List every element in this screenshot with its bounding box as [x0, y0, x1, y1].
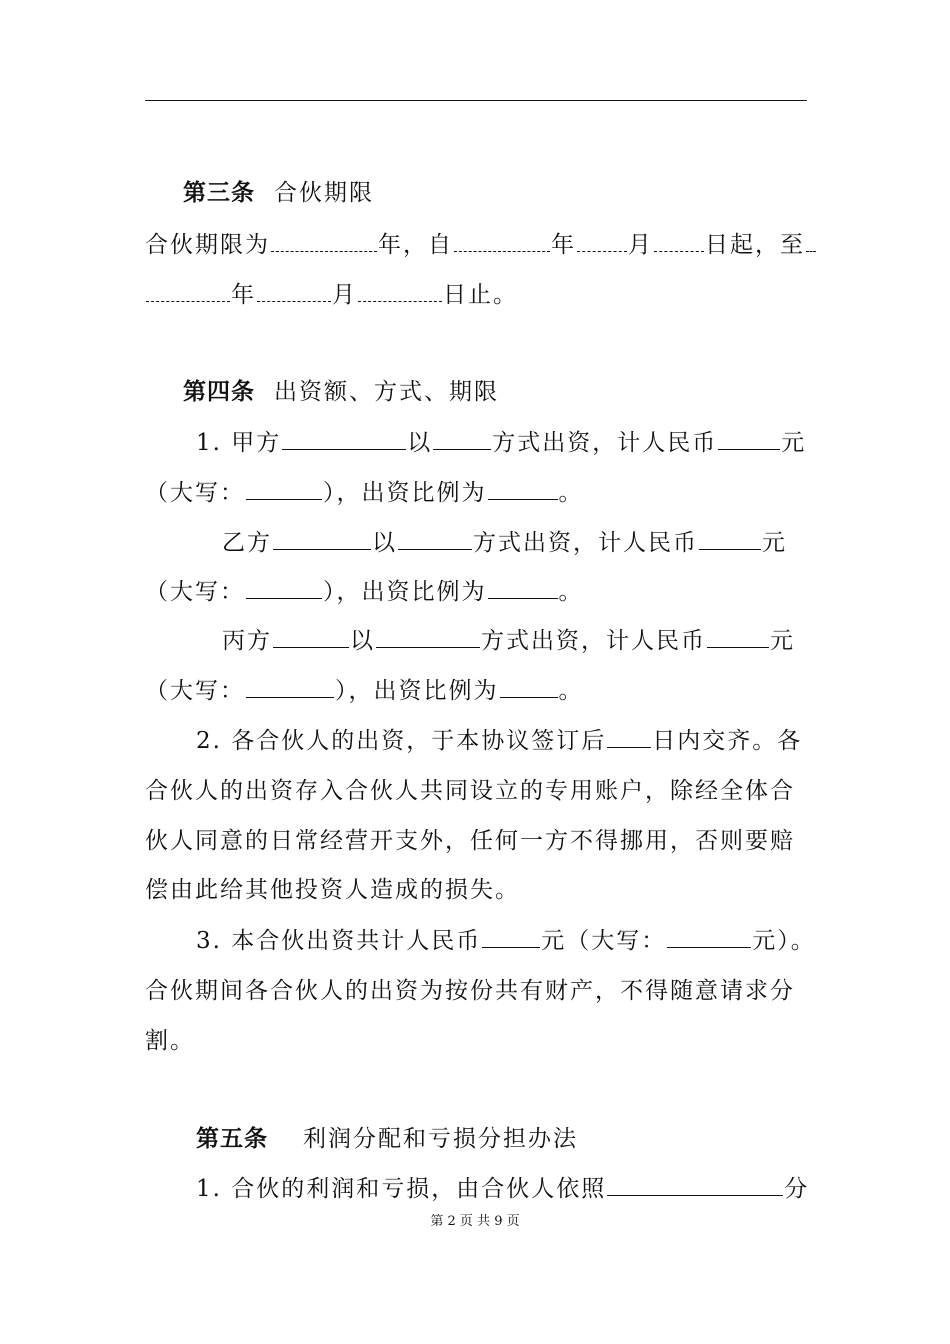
party-c-line-1	[222, 626, 795, 656]
text-segment: 年，自	[378, 232, 453, 258]
blank	[718, 429, 780, 450]
text-segment: （大写：	[145, 579, 245, 605]
text-segment: 分	[784, 1176, 810, 1202]
article-3-heading	[183, 178, 374, 208]
article-5-number: 第五条	[196, 1125, 268, 1152]
text-segment: 方式出资，计人民币	[481, 628, 706, 654]
blank	[257, 281, 331, 302]
blank	[246, 479, 322, 500]
item-2-line-2: 合伙人的出资存入合伙人共同设立的专用账户，除经全体合	[145, 778, 795, 804]
blank	[488, 578, 558, 599]
header-rule	[145, 100, 807, 101]
text-segment: 2. 各合伙人的出资，于本协议签订后	[196, 728, 607, 754]
text-segment: 合伙期限为	[145, 232, 270, 258]
blank	[667, 927, 751, 948]
blank	[433, 429, 491, 450]
item-3-line-1	[196, 926, 816, 956]
item-2-line-3: 伙人同意的日常经营开支外，任何一方不得挪用，否则要赔	[145, 828, 795, 854]
article-3-title: 合伙期限	[274, 180, 375, 206]
article-3-line-1	[145, 230, 817, 260]
article-4-number: 第四条	[183, 378, 255, 405]
article-4-heading	[183, 377, 499, 407]
text-segment: 元（大写：	[541, 928, 667, 954]
blank	[707, 627, 769, 648]
item-2-line-4: 偿由此给其他投资人造成的损失。	[145, 877, 520, 903]
text-segment: 日起，至	[705, 232, 805, 258]
text-segment: 。	[558, 480, 584, 506]
blank	[577, 231, 627, 252]
text-segment: 丙方	[222, 628, 272, 654]
text-segment: 日止。	[443, 282, 518, 308]
blank	[454, 231, 550, 252]
party-b-line-2	[145, 577, 584, 607]
blank	[358, 281, 442, 302]
article-5-title: 利润分配和亏损分担办法	[303, 1126, 579, 1152]
blank	[273, 627, 349, 648]
item-3-line-3: 割。	[145, 1028, 195, 1054]
party-a-line-1	[196, 428, 806, 458]
text-segment: 以	[407, 430, 433, 456]
text-segment: 元）。	[752, 928, 816, 954]
text-segment: 1. 甲方	[196, 430, 282, 456]
blank	[482, 927, 540, 948]
blank	[654, 231, 704, 252]
text-segment: 方式出资，计人民币	[492, 430, 718, 456]
blank	[282, 429, 406, 450]
blank	[271, 231, 377, 252]
blank	[607, 727, 651, 748]
blank	[699, 529, 761, 550]
text-segment: 月	[332, 282, 357, 308]
party-a-line-2	[145, 478, 584, 508]
text-segment: 元	[770, 628, 795, 654]
blank	[273, 529, 371, 550]
text-segment: 。	[558, 678, 584, 704]
article-5-heading	[196, 1124, 578, 1154]
text-segment: ），出资比例为	[323, 579, 487, 605]
blank	[376, 627, 480, 648]
text-segment: 。	[558, 579, 584, 605]
text-segment: 以	[350, 628, 375, 654]
text-segment: （大写：	[145, 480, 245, 506]
party-b-line-1	[222, 528, 787, 558]
blank	[398, 529, 472, 550]
text-segment: 方式出资，计人民币	[473, 530, 698, 556]
text-segment: ），出资比例为	[335, 678, 499, 704]
party-c-line-2	[145, 676, 584, 706]
article-3-number: 第三条	[183, 179, 255, 206]
text-segment: ），出资比例为	[323, 480, 487, 506]
text-segment: （大写：	[145, 678, 245, 704]
text-segment: 元	[781, 430, 807, 456]
blank	[246, 578, 322, 599]
item-2-line-1	[196, 726, 802, 756]
article-3-line-2	[145, 280, 518, 310]
text-segment: 3. 本合伙出资共计人民币	[196, 928, 482, 954]
text-segment: 1. 合伙的利润和亏损，由合伙人依照	[196, 1176, 607, 1202]
article-5-item-1	[196, 1174, 809, 1204]
blank	[246, 677, 334, 698]
text-segment: 年	[551, 232, 576, 258]
text-segment: 月	[628, 232, 653, 258]
blank	[607, 1175, 783, 1196]
page-footer: 第 2 页 共 9 页	[430, 1214, 520, 1229]
blank	[488, 479, 558, 500]
blank	[806, 231, 816, 252]
text-segment: 年	[231, 282, 256, 308]
item-3-line-2: 合伙期间各合伙人的出资为按份共有财产，不得随意请求分	[145, 978, 795, 1004]
blank	[146, 281, 230, 302]
text-segment: 元	[762, 530, 787, 556]
text-segment: 日内交齐。各	[652, 728, 803, 754]
article-4-title: 出资额、方式、期限	[274, 379, 500, 405]
blank	[500, 677, 558, 698]
text-segment: 以	[372, 530, 397, 556]
text-segment: 乙方	[222, 530, 272, 556]
